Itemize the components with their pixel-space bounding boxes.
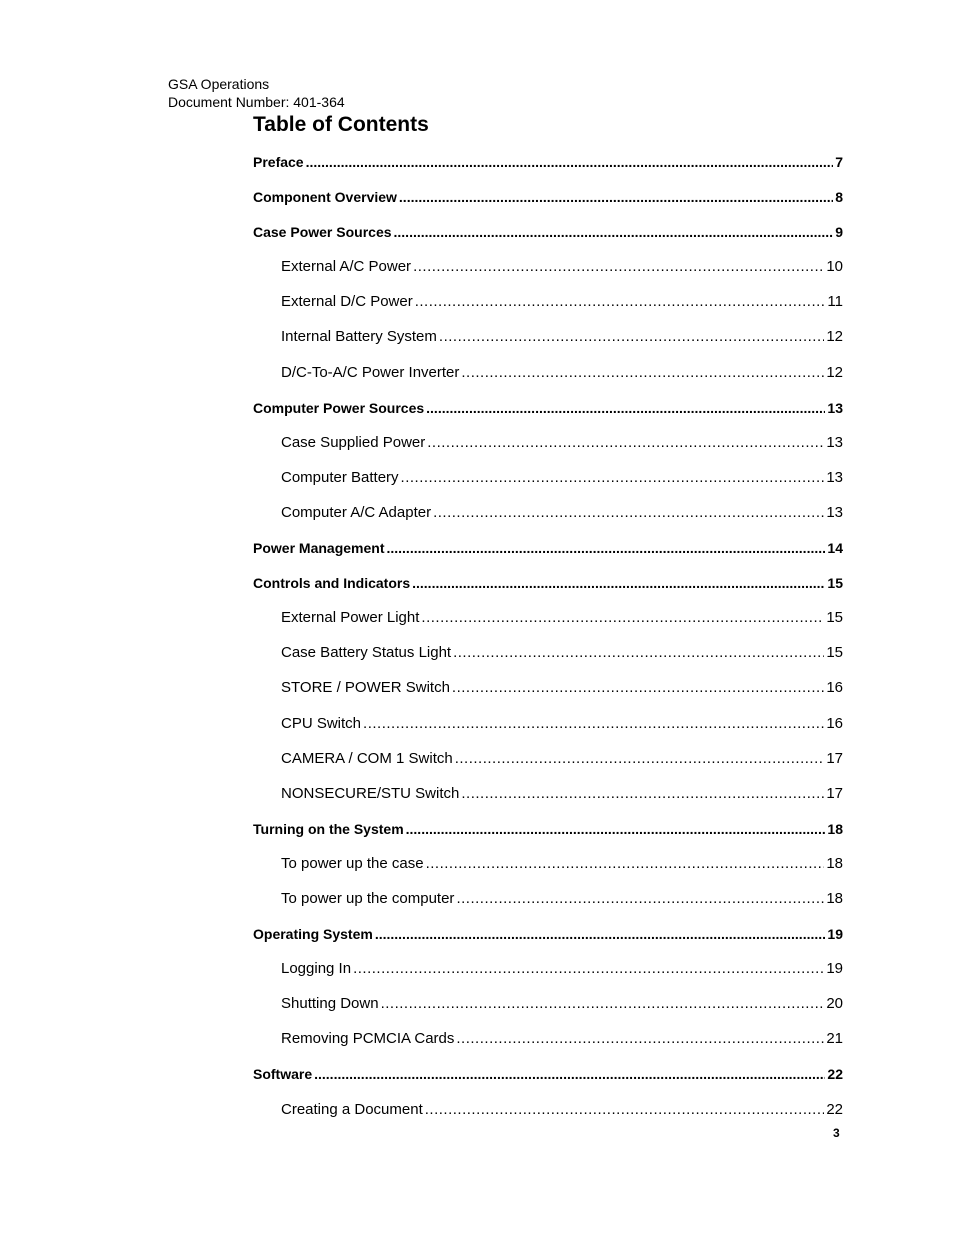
toc-dot-leader [415, 292, 826, 312]
toc-dot-leader [381, 994, 825, 1014]
toc-entry-page: 18 [826, 889, 843, 907]
toc-dot-leader [426, 398, 825, 418]
toc-entry-page: 22 [826, 1100, 843, 1118]
toc-entry-label: STORE / POWER Switch [281, 679, 450, 697]
toc-entry-label: Turning on the System [253, 820, 404, 837]
toc-entry-page: 15 [827, 575, 843, 592]
toc-dot-leader [306, 152, 834, 172]
toc-entry-page: 13 [827, 399, 843, 416]
toc-entry[interactable] [253, 608, 843, 643]
toc-dot-leader [353, 959, 824, 979]
toc-entry-label: Computer A/C Adapter [281, 503, 432, 521]
toc-entry[interactable] [253, 1064, 843, 1099]
toc-entry[interactable] [253, 468, 843, 503]
toc-entry-label: Case Power Sources [253, 224, 392, 241]
table-of-contents [253, 152, 843, 1135]
toc-entry-page: 22 [827, 1066, 843, 1083]
toc-entry[interactable] [253, 503, 843, 538]
toc-entry-page: 7 [835, 154, 843, 170]
toc-dot-leader [455, 749, 825, 769]
toc-dot-leader [406, 819, 826, 839]
toc-entry-label: Computer Power Sources [253, 399, 425, 416]
toc-entry-page: 15 [826, 644, 843, 662]
toc-dot-leader [426, 854, 825, 874]
toc-entry-page: 19 [826, 960, 843, 978]
toc-dot-leader [433, 503, 824, 523]
toc-entry-label: Creating a Document [281, 1100, 423, 1118]
toc-entry-label: Removing PCMCIA Cards [281, 1030, 455, 1048]
toc-entry-label: Internal Battery System [281, 328, 437, 346]
toc-entry-page: 11 [827, 293, 843, 311]
toc-dot-leader [461, 784, 824, 804]
toc-entry-page: 12 [826, 363, 843, 381]
toc-entry[interactable] [253, 889, 843, 924]
toc-entry-label: Power Management [253, 540, 385, 557]
toc-entry[interactable] [253, 187, 843, 222]
toc-entry[interactable] [253, 363, 843, 398]
toc-entry-label: Controls and Indicators [253, 575, 411, 592]
document-header [168, 75, 345, 111]
toc-entry-label: External A/C Power [281, 258, 412, 276]
toc-entry[interactable] [253, 714, 843, 749]
toc-dot-leader [456, 889, 824, 909]
toc-entry-label: Component Overview [253, 189, 397, 206]
toc-dot-leader [399, 187, 833, 207]
toc-entry-label: CAMERA / COM 1 Switch [281, 749, 453, 767]
toc-entry-label: External D/C Power [281, 293, 413, 311]
toc-dot-leader [401, 468, 825, 488]
toc-dot-leader [314, 1064, 825, 1084]
toc-entry-label: Operating System [253, 926, 373, 943]
toc-entry-label: Shutting Down [281, 995, 379, 1013]
toc-dot-leader [461, 363, 824, 383]
toc-entry[interactable] [253, 819, 843, 854]
toc-entry[interactable] [253, 327, 843, 362]
toc-entry-page: 17 [826, 749, 843, 767]
toc-dot-leader [413, 257, 824, 277]
toc-entry-label: Preface [253, 154, 304, 170]
toc-entry[interactable] [253, 1100, 843, 1135]
toc-entry[interactable] [253, 994, 843, 1029]
toc-entry[interactable] [253, 854, 843, 889]
toc-entry[interactable] [253, 959, 843, 994]
toc-entry[interactable] [253, 257, 843, 292]
toc-entry[interactable] [253, 784, 843, 819]
toc-entry-page: 8 [835, 189, 843, 206]
toc-dot-leader [439, 327, 824, 347]
toc-dot-leader [363, 714, 824, 734]
toc-entry-label: To power up the case [281, 854, 424, 872]
toc-entry-label: Case Supplied Power [281, 433, 426, 451]
toc-entry[interactable] [253, 538, 843, 573]
toc-dot-leader [386, 538, 825, 558]
toc-dot-leader [425, 1100, 825, 1120]
toc-entry-label: Logging In [281, 960, 352, 978]
header-organization: GSA Operations [168, 76, 270, 92]
toc-entry[interactable] [253, 222, 843, 257]
toc-entry-page: 20 [826, 995, 843, 1013]
toc-entry-page: 17 [826, 784, 843, 802]
toc-entry-page: 12 [826, 328, 843, 346]
toc-entry-label: Computer Battery [281, 468, 399, 486]
toc-entry-label: External Power Light [281, 609, 420, 627]
toc-entry[interactable] [253, 292, 843, 327]
toc-entry[interactable] [253, 152, 843, 187]
page-number: 3 [833, 1126, 840, 1140]
toc-entry-page: 9 [835, 224, 843, 241]
toc-entry[interactable] [253, 433, 843, 468]
toc-entry-label: CPU Switch [281, 714, 362, 732]
toc-dot-leader [394, 222, 834, 242]
toc-entry-page: 13 [826, 503, 843, 521]
toc-dot-leader [456, 1029, 824, 1049]
toc-entry-label: Case Battery Status Light [281, 644, 452, 662]
toc-entry-label: NONSECURE/STU Switch [281, 784, 460, 802]
toc-dot-leader [453, 643, 824, 663]
toc-dot-leader [421, 608, 824, 628]
toc-entry-page: 13 [826, 468, 843, 486]
toc-entry-page: 15 [826, 609, 843, 627]
toc-entry-label: D/C-To-A/C Power Inverter [281, 363, 460, 381]
toc-entry-page: 21 [826, 1030, 843, 1048]
toc-entry-label: Software [253, 1066, 313, 1083]
toc-entry-page: 16 [826, 714, 843, 732]
toc-entry-page: 19 [827, 926, 843, 943]
toc-dot-leader [375, 924, 826, 944]
header-document-number: Document Number: 401-364 [168, 94, 345, 110]
toc-entry[interactable] [253, 573, 843, 608]
toc-dot-leader [452, 678, 824, 698]
page-title: Table of Contents [253, 113, 429, 136]
toc-entry-page: 18 [826, 854, 843, 872]
toc-entry-page: 13 [826, 433, 843, 451]
toc-entry-page: 16 [826, 679, 843, 697]
toc-dot-leader [427, 433, 824, 453]
toc-entry[interactable] [253, 749, 843, 784]
toc-entry[interactable] [253, 924, 843, 959]
toc-entry[interactable] [253, 398, 843, 433]
toc-entry[interactable] [253, 1029, 843, 1064]
toc-entry-page: 10 [826, 258, 843, 276]
toc-dot-leader [412, 573, 825, 593]
toc-entry[interactable] [253, 678, 843, 713]
toc-entry-page: 14 [827, 540, 843, 557]
toc-entry-page: 18 [827, 820, 843, 837]
toc-entry-label: To power up the computer [281, 889, 455, 907]
toc-entry[interactable] [253, 643, 843, 678]
